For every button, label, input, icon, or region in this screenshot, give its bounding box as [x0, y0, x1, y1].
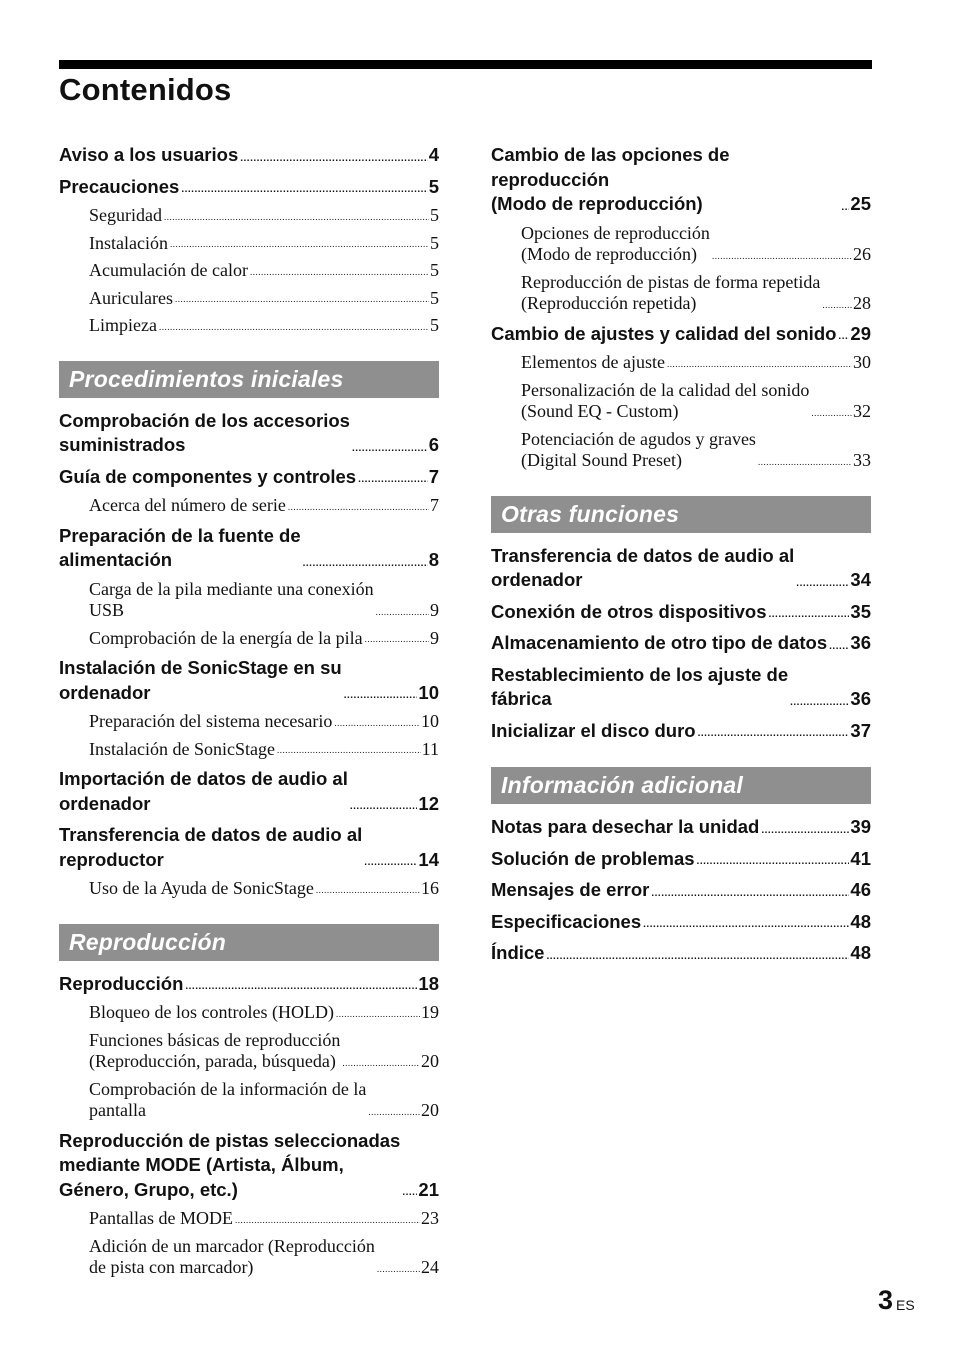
dot-leader: [712, 252, 852, 261]
toc-subentry[interactable]: [59, 628, 439, 650]
toc-entry[interactable]: [491, 631, 871, 656]
toc-entry[interactable]: [491, 600, 871, 625]
entry-title: Inicializar el disco duro: [491, 719, 696, 741]
entry-page-number: 36: [850, 688, 871, 709]
toc-entry[interactable]: [59, 656, 439, 705]
dot-leader: [643, 920, 849, 930]
section-header: Información adicional: [491, 767, 871, 804]
toc-entry[interactable]: [491, 663, 871, 712]
entry-page-number: 11: [421, 738, 439, 759]
toc-subentry[interactable]: [59, 739, 439, 761]
entry-title: Bloqueo de los controles (HOLD): [89, 1002, 334, 1022]
entry-page-number: 34: [850, 569, 871, 590]
entry-page-number: 37: [850, 719, 871, 741]
dot-leader: [758, 458, 852, 467]
entry-title: Solución de problemas: [491, 847, 695, 869]
toc-subentry[interactable]: [59, 579, 439, 622]
toc-subentry[interactable]: [59, 233, 439, 255]
entry-page-number: 6: [428, 434, 439, 455]
toc-subentry[interactable]: [491, 380, 871, 423]
dot-leader: [250, 268, 429, 277]
entry-page-number: 41: [850, 847, 871, 869]
entry-page-number: 4: [428, 144, 439, 165]
entry-page-number: 39: [850, 816, 871, 837]
dot-leader: [667, 360, 852, 369]
dot-leader: [350, 802, 418, 812]
dot-leader: [811, 409, 852, 418]
entry-title: Comprobación de la información de la pantalla: [89, 1078, 367, 1120]
page-number: 3: [878, 1285, 894, 1315]
dot-leader: [170, 240, 429, 249]
entry-title: Opciones de reproducción (Modo de reproducción): [521, 222, 710, 264]
entry-title: Funciones básicas de reproducción (Reproducción, parada, búsqueda): [89, 1029, 341, 1071]
dot-leader: [796, 579, 849, 589]
dot-leader: [334, 719, 420, 728]
toc-subentry[interactable]: [59, 205, 439, 227]
entry-title: Instalación de SonicStage en su ordenador: [59, 657, 342, 703]
toc-entry[interactable]: [491, 544, 871, 593]
entry-page-number: 5: [430, 315, 439, 335]
entry-title: Precauciones: [59, 175, 180, 197]
dot-leader: [376, 608, 429, 617]
entry-title: Uso de la Ayuda de SonicStage: [89, 878, 314, 898]
entry-page-number: 5: [428, 175, 439, 197]
toc-subentry[interactable]: [59, 288, 439, 310]
entry-page-number: 20: [421, 1100, 439, 1120]
dot-leader: [181, 185, 427, 195]
toc-entry[interactable]: [59, 524, 439, 573]
entry-page-number: 35: [850, 600, 871, 622]
dot-leader: [277, 746, 421, 755]
dot-leader: [159, 323, 429, 332]
entry-title: Adición de un marcador (Reproducción de pista con marcador): [89, 1235, 375, 1277]
toc-entry[interactable]: [59, 767, 439, 816]
entry-page-number: 48: [850, 942, 871, 963]
dot-leader: [164, 213, 429, 222]
entry-title: Mensajes de error: [491, 879, 650, 900]
entry-title: Notas para desechar la unidad: [491, 816, 760, 837]
entry-title: Transferencia de datos de audio al ordenador: [491, 544, 795, 590]
dot-leader: [240, 154, 427, 164]
toc-subentry[interactable]: [491, 352, 871, 374]
toc-subentry[interactable]: [59, 1030, 439, 1073]
dot-leader: [829, 642, 849, 652]
entry-title: Cambio de las opciones de reproducción (Modo de reproducción): [491, 144, 730, 214]
section-header: Otras funciones: [491, 496, 871, 533]
entry-page-number: 25: [850, 193, 871, 214]
toc-subentry[interactable]: [491, 429, 871, 472]
toc-subentry[interactable]: [491, 272, 871, 315]
entry-title: Acerca del número de serie: [89, 495, 286, 515]
toc-subentry[interactable]: [491, 223, 871, 266]
entry-title: Cambio de ajustes y calidad del sonido: [491, 322, 837, 344]
entry-page-number: 10: [418, 681, 439, 703]
section-header: Reproducción: [59, 924, 439, 961]
entry-page-number: 20: [421, 1051, 439, 1071]
entry-page-number: 30: [853, 352, 871, 372]
toc-subentry[interactable]: [59, 1236, 439, 1279]
dot-leader: [235, 1216, 420, 1225]
toc-subentry[interactable]: [59, 260, 439, 282]
entry-title: Pantallas de MODE: [89, 1208, 233, 1228]
entry-title: Preparación del sistema necesario: [89, 711, 333, 731]
entry-title: Restablecimiento de los ajuste de fábrica: [491, 663, 789, 709]
entry-title: Almacenamiento de otro tipo de datos: [491, 632, 828, 653]
entry-title: Acumulación de calor: [89, 260, 248, 280]
dot-leader: [838, 332, 849, 342]
entry-page-number: 12: [418, 792, 439, 814]
entry-title: Comprobación de la energía de la pila: [89, 627, 363, 648]
dot-leader: [822, 301, 852, 310]
dot-leader: [697, 857, 850, 867]
toc-entry[interactable]: [491, 847, 871, 872]
entry-title: Instalación: [89, 232, 168, 253]
entry-title: Instalación de SonicStage: [89, 738, 275, 759]
toc-subentry[interactable]: [59, 495, 439, 517]
entry-title: Especificaciones: [491, 910, 642, 932]
toc-entry[interactable]: [491, 322, 871, 347]
entry-page-number: 7: [428, 465, 439, 487]
entry-page-number: 19: [421, 1002, 439, 1022]
dot-leader: [342, 1059, 420, 1068]
entry-title: Potenciación de agudos y graves (Digital Sound Preset): [521, 428, 756, 470]
dot-leader: [358, 475, 428, 485]
dot-leader: [344, 691, 418, 701]
entry-title: Transferencia de datos de audio al reproductor: [59, 824, 363, 870]
toc-entry[interactable]: [59, 972, 439, 997]
entry-page-number: 10: [421, 711, 439, 731]
header-rule: [59, 60, 872, 69]
page-title: Contenidos: [59, 72, 232, 107]
entry-title: Preparación de la fuente de alimentación: [59, 524, 301, 570]
entry-page-number: 32: [853, 401, 871, 421]
entry-title: Guía de componentes y controles: [59, 465, 357, 487]
entry-page-number: 23: [421, 1208, 439, 1228]
entry-page-number: 9: [430, 600, 439, 620]
entry-title: Seguridad: [89, 205, 162, 225]
section-header: Procedimientos iniciales: [59, 361, 439, 398]
entry-title: Carga de la pila mediante una conexión USB: [89, 578, 374, 620]
entry-page-number: 36: [850, 632, 871, 653]
entry-page-number: 33: [853, 450, 871, 470]
entry-page-number: 9: [430, 627, 439, 648]
entry-title: Comprobación de los accesorios suministrados: [59, 409, 350, 455]
toc-entry[interactable]: [491, 878, 871, 903]
toc-entry[interactable]: [59, 823, 439, 872]
entry-title: Limpieza: [89, 315, 157, 335]
dot-leader: [352, 444, 428, 454]
entry-title: Elementos de ajuste: [521, 352, 665, 372]
entry-page-number: 28: [853, 293, 871, 313]
dot-leader: [368, 1108, 420, 1117]
entry-title: Reproducción de pistas seleccionadas mediante MODE (Artista, Álbum, Género, Grupo, etc.): [59, 1129, 401, 1200]
toc-entry[interactable]: [491, 143, 871, 217]
toc-entry[interactable]: [59, 409, 439, 458]
dot-leader: [288, 503, 429, 512]
toc-column-left: [59, 143, 439, 1279]
entry-page-number: 29: [850, 322, 871, 344]
dot-leader: [336, 1010, 420, 1019]
entry-title: Índice: [491, 942, 545, 963]
dot-leader: [377, 1265, 420, 1274]
toc-entry[interactable]: [59, 465, 439, 490]
entry-title: Aviso a los usuarios: [59, 144, 239, 165]
toc-subentry[interactable]: [59, 315, 439, 337]
entry-page-number: 26: [853, 244, 871, 264]
entry-title: Personalización de la calidad del sonido (Sound EQ - Custom): [521, 379, 810, 421]
entry-page-number: 8: [428, 549, 439, 570]
entry-page-number: 5: [430, 205, 439, 225]
dot-leader: [698, 729, 850, 739]
entry-page-number: 5: [430, 260, 439, 280]
toc-subentry[interactable]: [59, 1079, 439, 1122]
toc-subentry[interactable]: [59, 878, 439, 900]
dot-leader: [841, 203, 849, 213]
dot-leader: [546, 952, 849, 962]
toc-column-right: [491, 143, 871, 966]
toc-entry[interactable]: [491, 719, 871, 744]
toc-entry[interactable]: [59, 143, 439, 168]
dot-leader: [175, 295, 429, 304]
language-code: ES: [896, 1297, 915, 1313]
dot-leader: [303, 559, 428, 569]
entry-page-number: 5: [430, 287, 439, 308]
toc-entry[interactable]: [491, 941, 871, 966]
entry-page-number: 21: [418, 1178, 439, 1200]
dot-leader: [185, 982, 417, 992]
dot-leader: [316, 886, 420, 895]
entry-page-number: 18: [418, 972, 439, 994]
entry-title: Importación de datos de audio al ordenador: [59, 768, 348, 814]
toc-entry[interactable]: [59, 1129, 439, 1203]
dot-leader: [364, 858, 417, 868]
toc-entry[interactable]: [491, 815, 871, 840]
toc-entry[interactable]: [491, 910, 871, 935]
entry-title: Conexión de otros dispositivos: [491, 600, 767, 622]
entry-page-number: 16: [421, 878, 439, 898]
dot-leader: [790, 698, 849, 708]
toc-subentry[interactable]: [59, 1208, 439, 1230]
toc-subentry[interactable]: [59, 1002, 439, 1024]
entry-page-number: 14: [418, 848, 439, 870]
entry-title: Reproducción: [59, 972, 184, 994]
entry-page-number: 5: [430, 232, 439, 253]
entry-page-number: 48: [850, 910, 871, 932]
entry-page-number: 7: [430, 495, 439, 515]
entry-title: Auriculares: [89, 287, 173, 308]
dot-leader: [768, 610, 849, 620]
dot-leader: [402, 1188, 417, 1198]
entry-title: Reproducción de pistas de forma repetida (Reproducción repetida): [521, 271, 821, 313]
dot-leader: [761, 826, 849, 836]
entry-page-number: 24: [421, 1257, 439, 1277]
toc-subentry[interactable]: [59, 711, 439, 733]
toc-entry[interactable]: [59, 175, 439, 200]
dot-leader: [365, 635, 429, 644]
dot-leader: [651, 889, 849, 899]
entry-page-number: 46: [850, 879, 871, 900]
